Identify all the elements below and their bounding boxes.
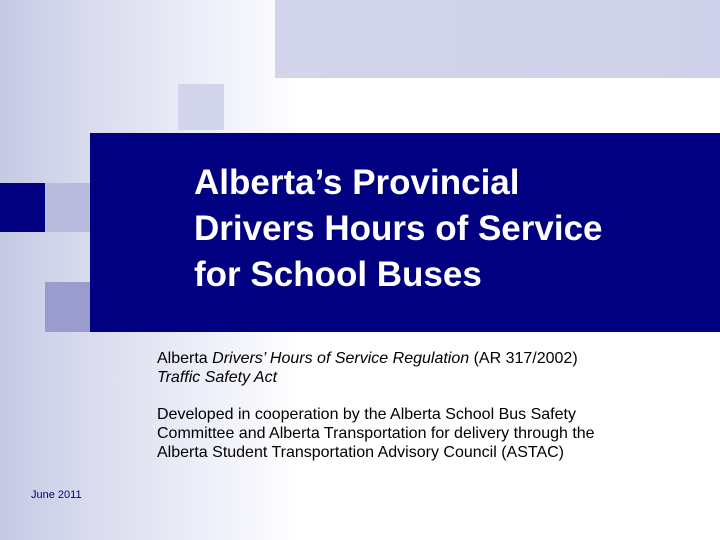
decorative-square	[45, 282, 90, 332]
regulation-prefix: Alberta	[157, 350, 213, 367]
slide-title	[194, 160, 714, 298]
decorative-square	[0, 183, 45, 232]
developed-line: Developed in cooperation by the Alberta School Bus Safety	[157, 406, 576, 423]
slide-date: June 2011	[31, 489, 82, 501]
title-line: Alberta’s Provincial	[194, 163, 520, 202]
developed-line: Alberta Student Transportation Advisory Council (ASTAC)	[157, 444, 564, 461]
title-line: Drivers Hours of Service	[194, 209, 603, 248]
decorative-square	[45, 183, 90, 232]
regulation-name: Drivers’ Hours of Service Regulation	[212, 350, 470, 367]
title-line: for School Buses	[194, 255, 482, 294]
decorative-top-band	[275, 0, 720, 78]
regulation-line	[157, 349, 697, 368]
developed-line: Committee and Alberta Transportation for delivery through the	[157, 425, 595, 442]
act-line	[157, 368, 697, 387]
decorative-square	[178, 84, 224, 130]
act-name: Traffic Safety Act	[157, 369, 278, 386]
regulation-code: (AR 317/2002)	[469, 350, 578, 367]
slide-body	[157, 349, 697, 462]
developed-text	[157, 405, 697, 462]
